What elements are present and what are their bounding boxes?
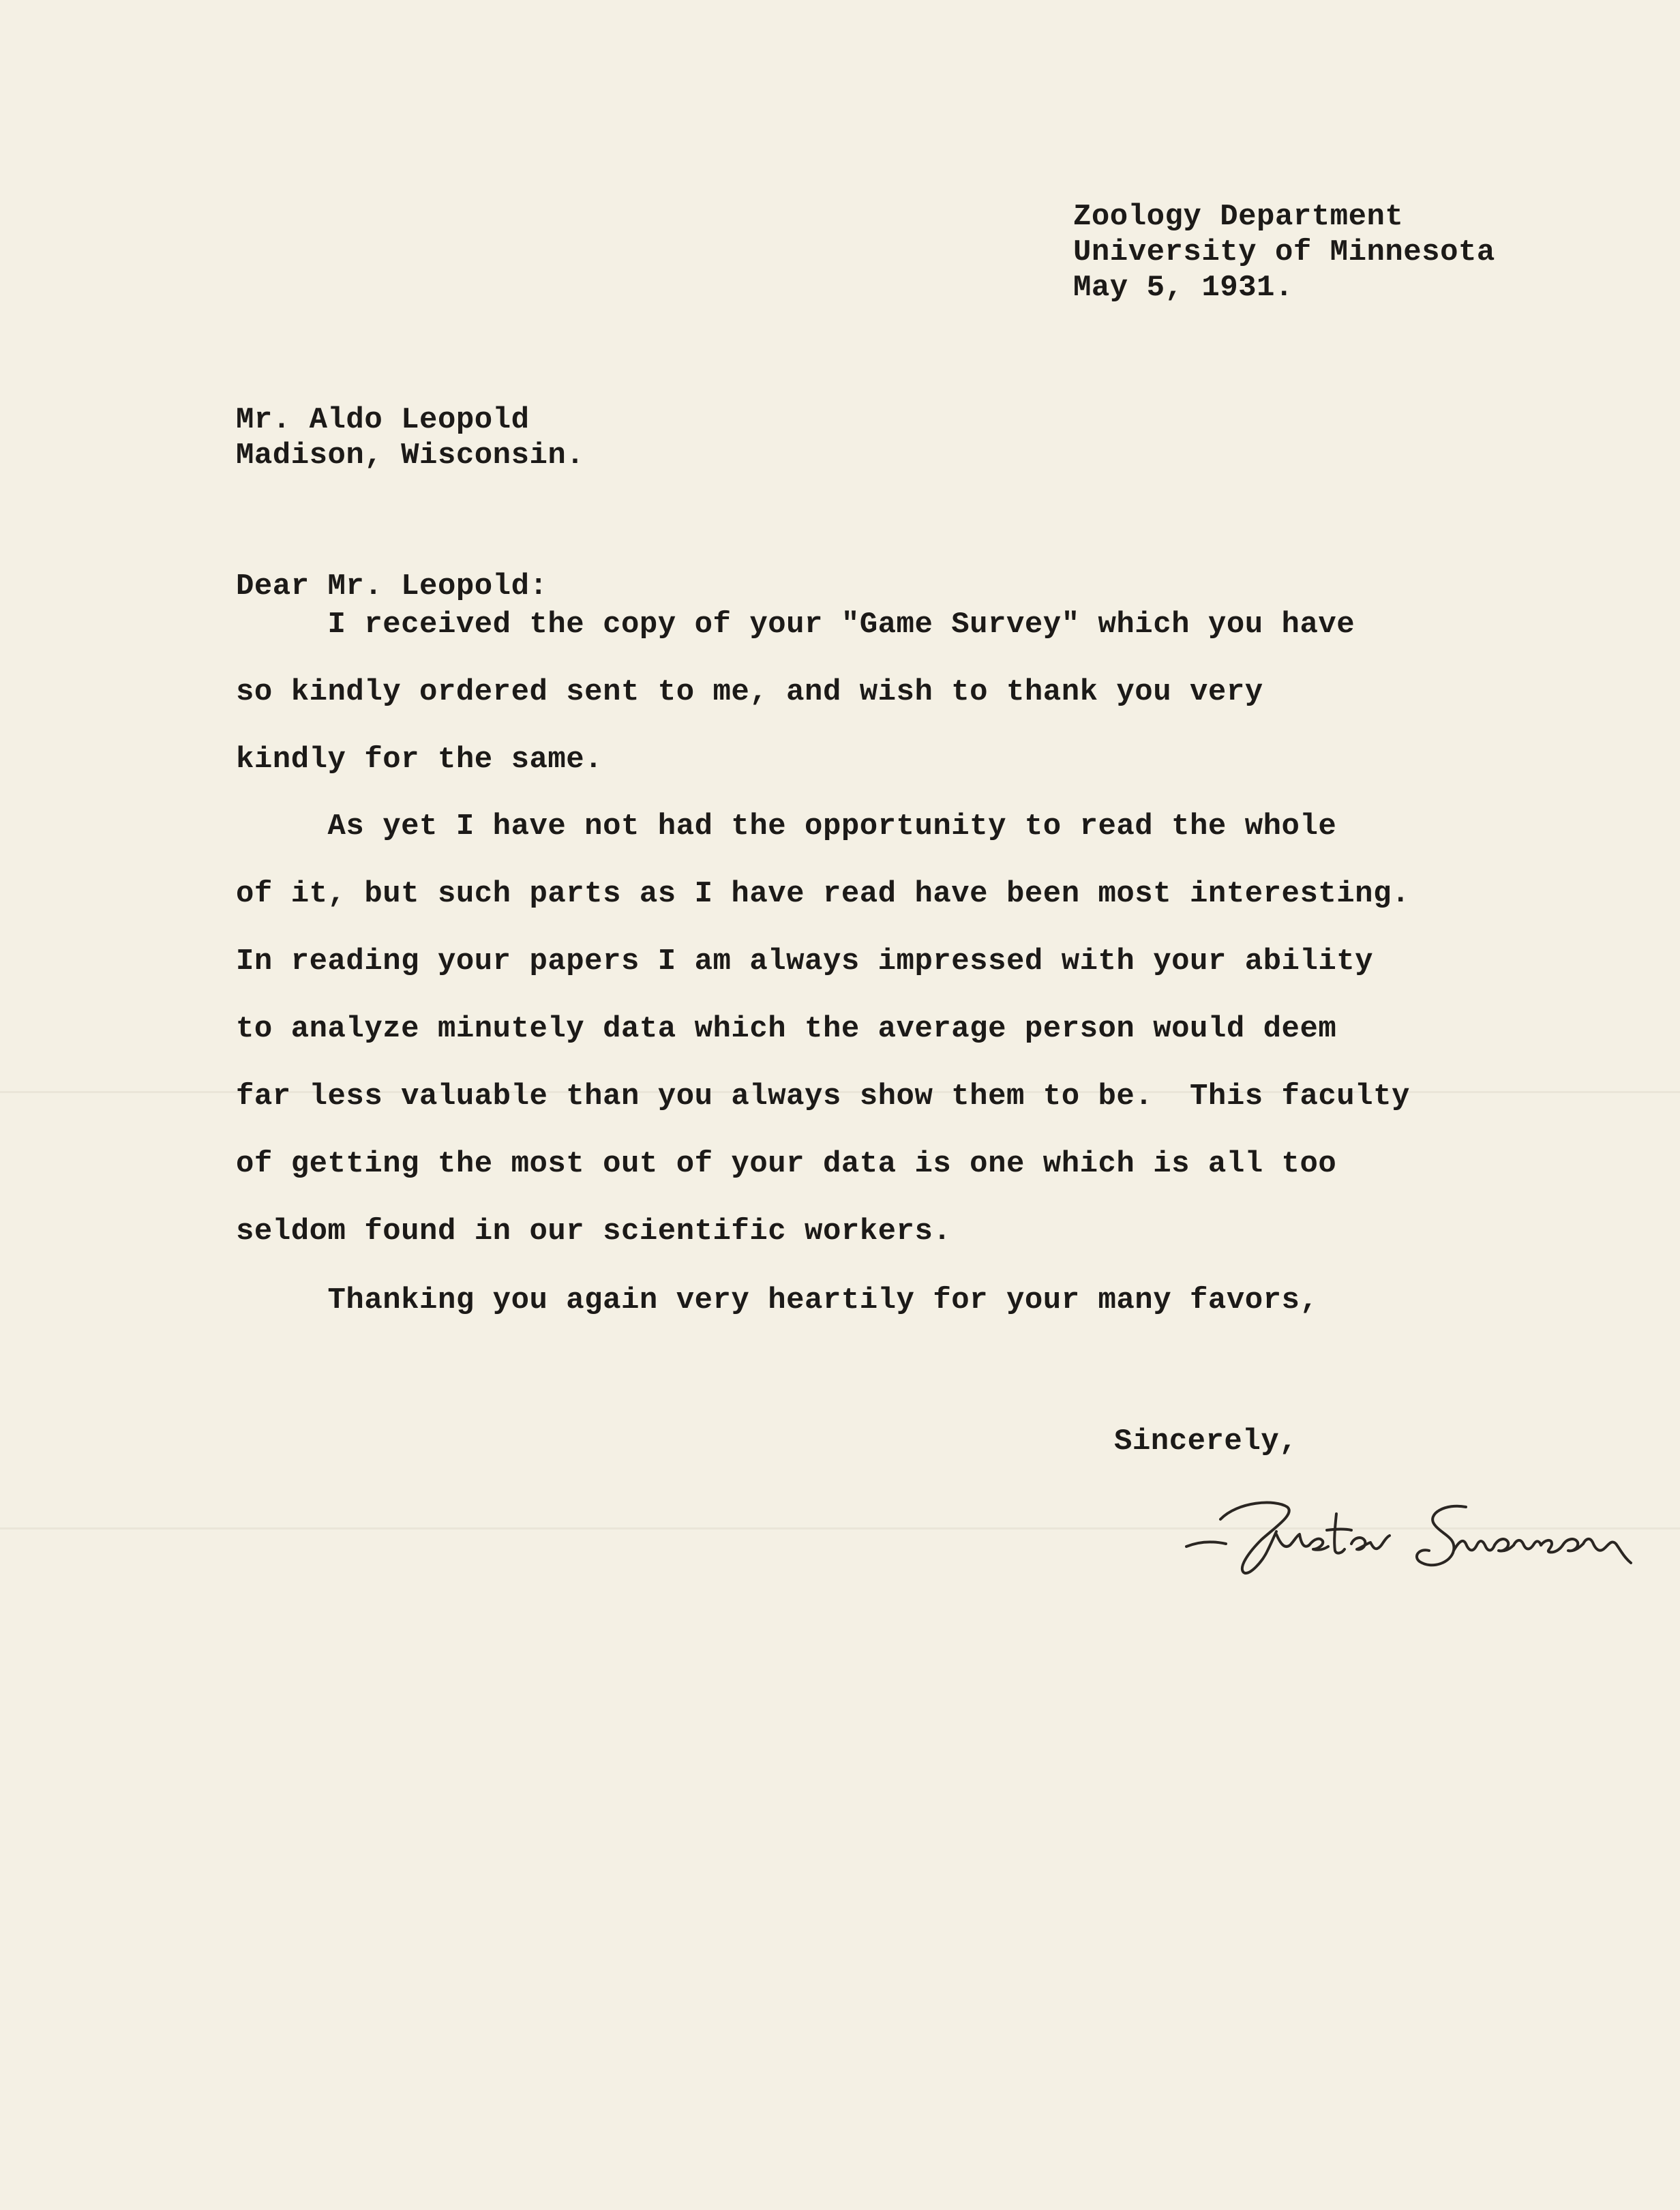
body-line: As yet I have not had the opportunity to read the whole	[236, 809, 1337, 843]
body-line: seldom found in our scientific workers.	[236, 1214, 952, 1249]
body-line: I received the copy of your "Game Survey" which you have	[236, 608, 1355, 642]
closing: Sincerely,	[1114, 1424, 1298, 1459]
body-line: far less valuable than you always show them to be. This faculty	[236, 1079, 1410, 1114]
letter-date: May 5, 1931.	[1073, 271, 1293, 305]
return-address-line: University of Minnesota	[1073, 235, 1495, 269]
body-line: kindly for the same.	[236, 743, 603, 777]
recipient-location: Madison, Wisconsin.	[236, 438, 585, 473]
body-paragraph	[236, 1267, 1318, 1334]
recipient-name: Mr. Aldo Leopold	[236, 403, 530, 437]
signature-drawing	[1173, 1487, 1677, 1582]
body-paragraph	[236, 591, 1355, 794]
body-paragraph	[236, 793, 1410, 1266]
body-line: to analyze minutely data which the average person would deem	[236, 1012, 1337, 1046]
return-address	[1073, 199, 1495, 305]
body-line: of getting the most out of your data is one which is all too	[236, 1147, 1337, 1181]
body-line: Thanking you again very heartily for your many favors,	[236, 1283, 1319, 1317]
body-line: so kindly ordered sent to me, and wish to thank you very	[236, 675, 1263, 709]
body-line: In reading your papers I am always impressed with your ability	[236, 944, 1374, 979]
return-address-line: Zoology Department	[1073, 200, 1404, 234]
salutation: Dear Mr. Leopold:	[236, 569, 548, 603]
body-line: of it, but such parts as I have read have been most interesting.	[236, 877, 1410, 911]
recipient-address	[236, 402, 584, 473]
handwritten-signature	[1173, 1487, 1677, 1582]
